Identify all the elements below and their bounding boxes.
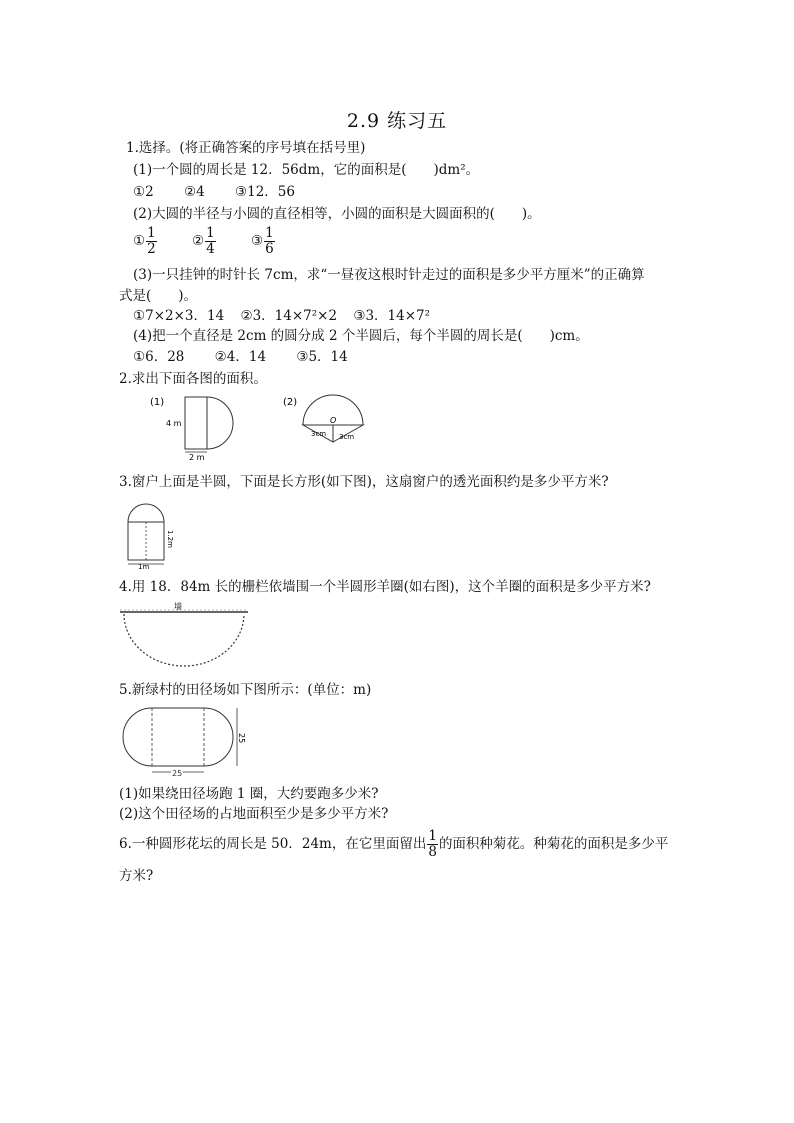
q5-heading: 5.新绿村的田径场如下图所示：(单位：m) (119, 682, 372, 698)
q5-track-outline (123, 708, 233, 766)
q6-text-before: 6.一种圆形花坛的周长是 50．24m，在它里面留出 (119, 836, 427, 852)
q2-heading: 2.求出下面各图的面积。 (119, 371, 267, 387)
q3-height-label: 1.2m (166, 530, 174, 548)
q1-s3-line1: (3)一只挂钟的时针长 7cm，求“一昼夜这根时针走过的面积是多少平方厘米”的正确算 (133, 267, 645, 283)
q2-fig1-side-label: 4 m (166, 419, 182, 428)
q1-s4-option-1: ①6．28 (133, 349, 185, 365)
q1-s4-option-2: ②4．14 (214, 349, 267, 365)
q1-s2-option-1-mark: ① (133, 233, 146, 249)
q5-height-label: 25 (237, 733, 246, 744)
q1-s1-option-3: ③12．56 (235, 184, 295, 200)
q1-s1-option-2: ②4 (184, 184, 205, 200)
q1-s3-line2: 式是( )。 (119, 288, 198, 304)
fraction-numerator: 1 (206, 225, 215, 241)
fraction-numerator: 1 (265, 225, 274, 241)
fraction (205, 226, 216, 257)
q1-s2-option-3-mark: ③ (251, 233, 264, 249)
q2-fig2-r2-label: 3cm (339, 433, 355, 441)
q4-wall-label: 墙 (174, 602, 182, 611)
q1-s4-text: (4)把一个直径是 2cm 的圆分成 2 个半圆后，每个半圆的周长是( )cm。 (133, 328, 589, 344)
q6-line2: 方米? (119, 868, 154, 884)
q2-fig2-r1-label: 3cm (311, 430, 327, 438)
q1-s2-option-2 (192, 225, 217, 257)
q2-fig1-square (185, 397, 207, 449)
fraction-denominator: 8 (428, 844, 437, 860)
q3-window-figure (118, 500, 174, 570)
q5-length-label: 25 (172, 769, 183, 778)
fraction (264, 226, 275, 257)
fraction (146, 226, 157, 257)
q1-s2-option-1 (133, 225, 158, 257)
q1-s3-option-2: ②3．14×7²×2 (240, 308, 338, 324)
q1-s1-text: (1)一个圆的周长是 12．56dm，它的面积是( )dm²。 (133, 162, 480, 178)
q1-s3-option-3: ③3．14×7² (353, 308, 431, 324)
q6-fraction (427, 829, 438, 860)
fraction-denominator: 6 (265, 241, 274, 257)
q2-fig2-label: (2) (283, 397, 298, 408)
q3-width-label: 1m (138, 563, 150, 571)
q5-sub1: (1)如果绕田径场跑 1 圈，大约要跑多少米? (119, 786, 379, 802)
q6-text-after: 的面积种菊花。种菊花的面积是多少平 (438, 836, 669, 852)
q6-line1 (119, 826, 668, 862)
q1-s3-options (133, 306, 430, 326)
q1-s2-options (133, 224, 276, 258)
q1-s2-text: (2)大圆的半径与小圆的直径相等，小圆的面积是大圆面积的( )。 (133, 206, 541, 222)
q4-heading: 4.用 18．84m 长的栅栏依墙围一个半圆形羊圈(如右图)，这个羊圈的面积是多少平方米? (119, 579, 651, 595)
q2-fig1-label: (1) (150, 397, 165, 408)
q1-heading: 1.选择。(将正确答案的序号填在括号里) (126, 140, 366, 156)
q5-track-figure (122, 704, 244, 780)
fraction-numerator: 1 (428, 828, 437, 844)
q4-pen-figure (116, 602, 252, 672)
q2-figure-2 (283, 392, 373, 452)
q1-s1-options (133, 182, 295, 202)
q2-figure-1 (145, 392, 255, 462)
q2-fig1-semicircle (207, 397, 233, 449)
q1-s4-option-3: ③5．14 (296, 349, 348, 365)
q1-s3-option-1: ①7×2×3．14 (133, 308, 225, 324)
q1-s4-options (133, 347, 348, 367)
q1-s2-option-3 (251, 225, 276, 257)
q1-s2-option-2-mark: ② (192, 233, 205, 249)
page-title: 2.9 练习五 (346, 110, 448, 132)
q3-window-arch (128, 504, 164, 522)
fraction-denominator: 2 (147, 241, 156, 257)
q1-s1-option-1: ①2 (133, 184, 154, 200)
q3-heading: 3.窗户上面是半圆，下面是长方形(如下图)，这扇窗户的透光面积约是多少平方米? (119, 474, 609, 490)
fraction-denominator: 4 (206, 241, 215, 257)
q4-fence-semicircle (124, 614, 244, 666)
q5-sub2: (2)这个田径场的占地面积至少是多少平方米? (119, 806, 389, 822)
q2-fig2-center-label: O (330, 416, 337, 425)
q2-fig1-bottom-label: 2 m (189, 453, 205, 462)
fraction-numerator: 1 (147, 225, 156, 241)
